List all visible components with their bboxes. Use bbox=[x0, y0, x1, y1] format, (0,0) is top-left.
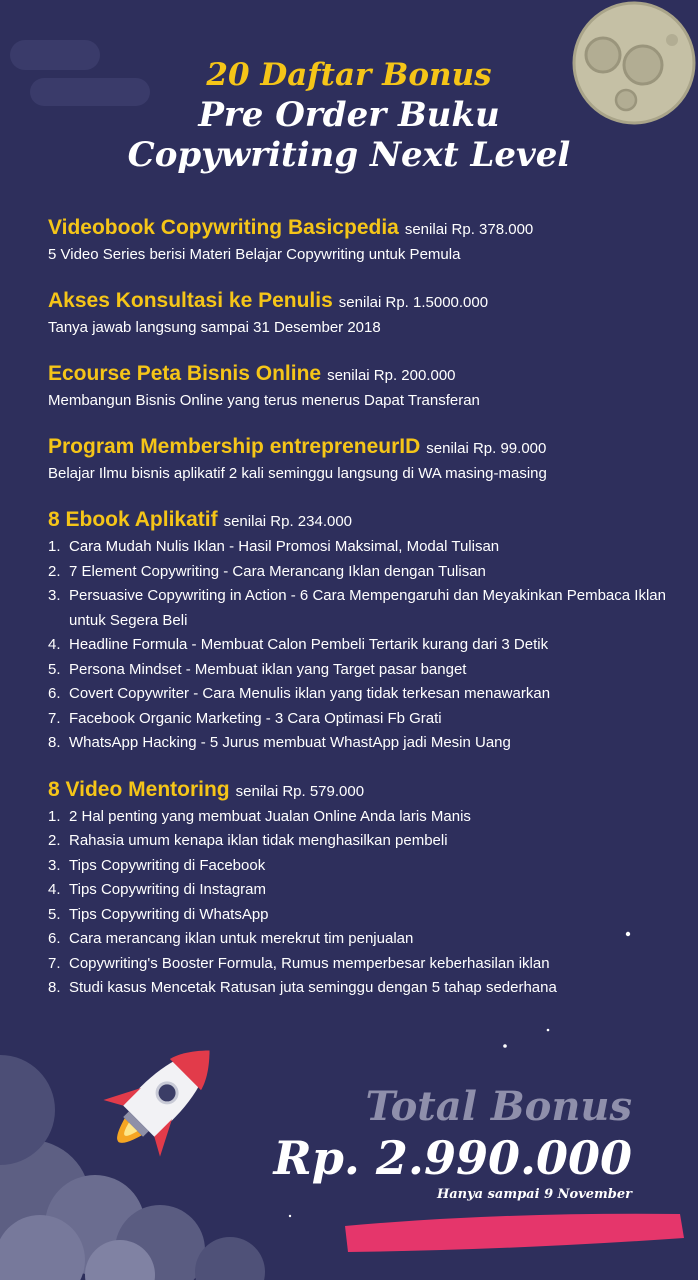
item-number: 4. bbox=[48, 881, 61, 898]
item-text: Tips Copywriting di Facebook bbox=[69, 856, 266, 874]
item-text: Studi kasus Mencetak Ratusan juta seminggu dengan 5 tahap sederhana bbox=[69, 979, 557, 996]
bonus-section bbox=[48, 214, 688, 267]
item-text: WhatsApp Hacking - 5 Jurus membuat WhastApp jadi Mesin Uang bbox=[69, 734, 511, 751]
section-price: senilai Rp. 1.5000.000 bbox=[338, 294, 489, 311]
section-title: Program Membership entrepreneurID bbox=[48, 435, 421, 458]
bonus-section bbox=[48, 433, 688, 486]
item-number: 6. bbox=[48, 930, 61, 947]
item-text: 7 Element Copywriting - Cara Merancang Iklan dengan Tulisan bbox=[69, 562, 486, 580]
item-number: 8. bbox=[48, 734, 61, 751]
section-description: 5 Video Series berisi Materi Belajar Copywriting untuk Pemula bbox=[48, 246, 461, 263]
bonus-section bbox=[48, 287, 688, 340]
item-number: 1. bbox=[48, 807, 61, 825]
item-number: 5. bbox=[48, 660, 61, 678]
item-text: Persona Mindset - Membuat iklan yang Target pasar banget bbox=[69, 660, 467, 678]
item-number: 1. bbox=[48, 538, 61, 555]
section-heading bbox=[48, 433, 688, 462]
section-description: Membangun Bisnis Online yang terus menerus Dapat Transferan bbox=[48, 392, 480, 409]
section-heading bbox=[48, 287, 688, 316]
highlight-stroke bbox=[345, 1214, 684, 1252]
item-number: 7. bbox=[48, 709, 61, 727]
header-line-1: 20 Daftar Bonus bbox=[206, 57, 492, 93]
item-number: 4. bbox=[48, 636, 61, 653]
section-price: senilai Rp. 200.000 bbox=[327, 367, 456, 384]
list-item bbox=[48, 731, 688, 756]
section-title: Ecourse Peta Bisnis Online bbox=[48, 362, 322, 385]
item-number: 2. bbox=[48, 562, 61, 580]
item-text: Cara Mudah Nulis Iklan - Hasil Promosi Maksimal, Modal Tulisan bbox=[69, 538, 500, 555]
section-price: senilai Rp. 99.000 bbox=[426, 440, 547, 457]
list-item bbox=[48, 682, 688, 707]
section-heading bbox=[48, 360, 688, 389]
section-heading bbox=[48, 214, 688, 243]
item-number: 7. bbox=[48, 954, 61, 972]
item-text: Facebook Organic Marketing - 3 Cara Optimasi Fb Grati bbox=[69, 709, 442, 727]
section-description: Tanya jawab langsung sampai 31 Desember 2018 bbox=[48, 319, 381, 336]
section-title: Akses Konsultasi ke Penulis bbox=[48, 289, 333, 312]
section-title: Videobook Copywriting Basicpedia bbox=[48, 216, 399, 239]
list-item bbox=[48, 903, 688, 928]
list-item bbox=[48, 927, 688, 952]
list-item bbox=[48, 878, 688, 903]
rocket-icon bbox=[90, 1022, 238, 1170]
item-number: 3. bbox=[48, 856, 61, 874]
section-heading bbox=[48, 776, 688, 805]
list-item bbox=[48, 805, 688, 830]
item-text: Tips Copywriting di WhatsApp bbox=[69, 905, 269, 923]
item-text: Rahasia umum kenapa iklan tidak menghasilkan pembeli bbox=[69, 832, 448, 849]
item-text: Persuasive Copywriting in Action - 6 Cara Mempengaruhi dan Meyakinkan Pembaca Iklan untuk Segera Beli bbox=[69, 587, 666, 629]
header-line-2: Pre Order Buku bbox=[198, 95, 500, 135]
list-item bbox=[48, 658, 688, 683]
item-number: 6. bbox=[48, 685, 61, 702]
item-text: Copywriting's Booster Formula, Rumus memperbesar keberhasilan iklan bbox=[69, 954, 550, 972]
total-amount: Rp. 2.990.000 bbox=[273, 1131, 632, 1185]
total-deadline-note: Hanya sampai 9 November bbox=[436, 1187, 632, 1202]
item-number: 3. bbox=[48, 587, 61, 604]
list-item bbox=[48, 584, 688, 633]
item-text: 2 Hal penting yang membuat Jualan Online Anda laris Manis bbox=[69, 807, 471, 825]
section-title: 8 Ebook Aplikatif bbox=[48, 508, 218, 531]
item-number: 5. bbox=[48, 905, 61, 923]
item-number: 8. bbox=[48, 979, 61, 996]
item-text: Headline Formula - Membuat Calon Pembeli Tertarik kurang dari 3 Detik bbox=[69, 636, 549, 653]
header bbox=[0, 55, 698, 175]
header-line-3: Copywriting Next Level bbox=[127, 135, 571, 175]
list-item bbox=[48, 854, 688, 879]
bonus-section bbox=[48, 360, 688, 413]
smoke-cloud-icon bbox=[0, 1055, 265, 1280]
bonus-section-videos bbox=[48, 776, 688, 1001]
total-bonus bbox=[274, 1084, 633, 1204]
video-list bbox=[48, 805, 688, 1001]
total-label: Total Bonus bbox=[365, 1083, 632, 1130]
section-price: senilai Rp. 378.000 bbox=[404, 221, 534, 238]
bonus-section-ebooks bbox=[48, 506, 688, 756]
section-price: senilai Rp. 579.000 bbox=[235, 782, 365, 800]
section-title: 8 Video Mentoring bbox=[48, 777, 230, 801]
section-description: Belajar Ilmu bisnis aplikatif 2 kali seminggu langsung di WA masing-masing bbox=[48, 465, 547, 482]
list-item bbox=[48, 952, 688, 977]
item-text: Tips Copywriting di Instagram bbox=[69, 881, 267, 898]
section-price: senilai Rp. 234.000 bbox=[223, 513, 353, 530]
ebook-list bbox=[48, 535, 688, 756]
item-number: 2. bbox=[48, 832, 61, 849]
list-item bbox=[48, 829, 688, 854]
item-text: Covert Copywriter - Cara Menulis iklan yang tidak terkesan menawarkan bbox=[69, 685, 551, 702]
item-text: Cara merancang iklan untuk merekrut tim penjualan bbox=[69, 930, 414, 947]
list-item bbox=[48, 976, 688, 1001]
list-item bbox=[48, 633, 688, 658]
bonus-list bbox=[48, 214, 688, 1021]
list-item bbox=[48, 560, 688, 585]
list-item bbox=[48, 707, 688, 732]
list-item bbox=[48, 535, 688, 560]
section-heading bbox=[48, 506, 688, 535]
